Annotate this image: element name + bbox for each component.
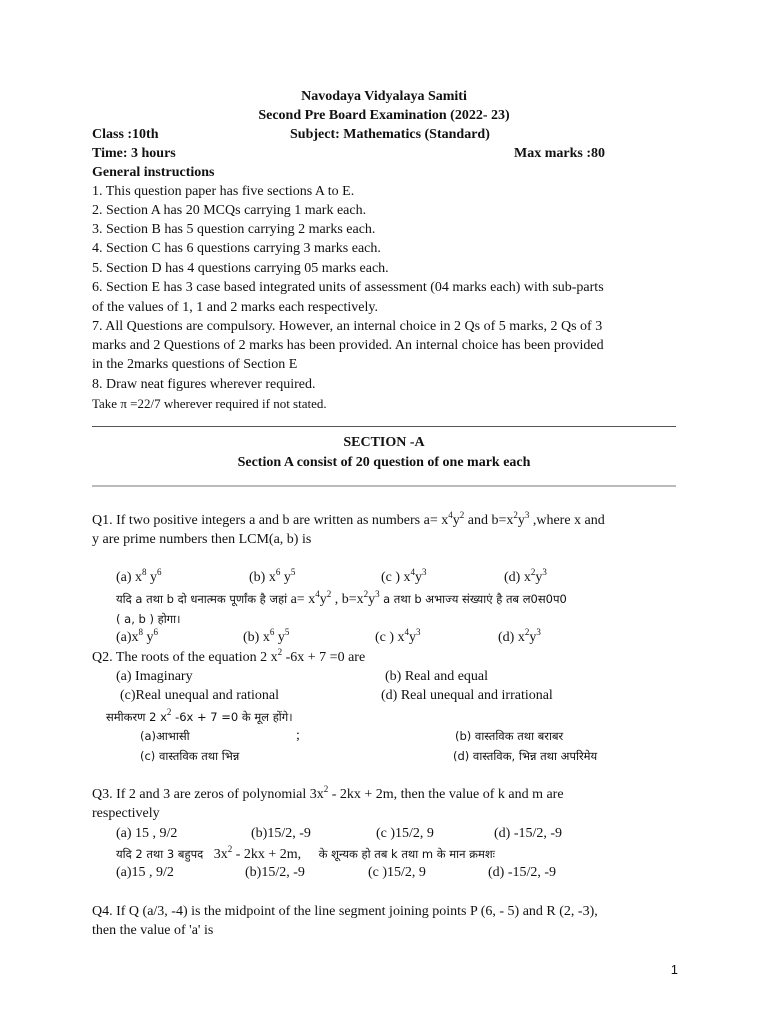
q4-text: then the value of 'a' is [92,923,214,938]
q3-hindi-option-b: (b)15/2, -9 [245,865,305,880]
subject-label: Subject: Mathematics (Standard) [290,127,490,142]
class-label: Class :10th [92,127,159,142]
instruction-line: 8. Draw neat figures wherever required. [92,377,316,392]
max-marks-label: Max marks :80 [514,146,605,161]
exam-title: Second Pre Board Examination (2022- 23) [258,108,510,123]
q2-hindi-separator: ; [296,728,300,743]
q1-hindi-option-a: $(a)x^8$ $y^6$ [116,627,159,645]
q2-option-b: (b) Real and equal [385,669,489,684]
q3-text: Q3. If 2 and 3 are zeros of polynomial $3x^2 - 2kx + 2m$, then the value of k and m are [92,784,564,802]
q3-text: respectively [92,806,160,821]
instruction-line: of the values of 1, 1 and 2 marks each respectively. [92,300,378,315]
q1-hindi-option-b: (b) $x^6$ $y^5$ [243,627,290,645]
divider [92,485,676,487]
q3-option-a: (a) 15 , 9/2 [116,826,178,841]
page-number: 1 [670,962,678,977]
q1-hindi: यदि a तथा b दो धनात्मक पूर्णांक है जहां $a= x^4y^2$ , $b=x^2y^3$ a तथा b अभाज्य संख्याएं है तब ल0स0प0 [116,589,567,607]
org-name: Navodaya Vidyalaya Samiti [301,89,467,104]
instructions-title: General instructions [92,165,215,180]
q1-text: Q1. If two positive integers a and b are written as numbers $a= x^4y^2$ and $b=x^2y^3$ ,where x and [92,510,605,528]
q2-hindi-option-d: (d) वास्तविक, भिन्न तथा अपरिमेय [453,749,598,763]
section-title: SECTION -A [343,435,425,450]
q2-hindi: समीकरण 2 $x^2$ -6x + 7 =0 के मूल होंगे। [106,707,293,724]
q3-option-c: (c )15/2, 9 [376,826,434,841]
q1-option-d: (d) $x^2y^3$ [504,567,547,585]
q2-text: Q2. The roots of the equation 2 $x^2$ -6x + 7 =0 are [92,647,366,665]
instruction-line: 6. Section E has 3 case based integrated units of assessment (04 marks each) with sub-parts [92,280,604,295]
q2-option-c: (c)Real unequal and rational [120,688,279,703]
instruction-line: 1. This question paper has five sections A to E. [92,184,355,199]
q1-option-b: (b) $x^6$ $y^5$ [249,567,296,585]
q1-hindi: ( a, b ) होगा। [116,612,181,626]
q1-option-c: (c ) $x^4y^3$ [381,567,427,585]
q2-option-d: (d) Real unequal and irrational [381,688,553,703]
q3-hindi-option-a: (a)15 , 9/2 [116,865,174,880]
q1-hindi-option-d: (d) $x^2y^3$ [498,627,541,645]
q1-text: y are prime numbers then LCM(a, b) is [92,532,312,547]
q3-hindi: यदि 2 तथा 3 बहुपद $3x^2 - 2kx + 2m$, के शून्यक हो तब k तथा m के मान क्रमशः [116,844,495,862]
q2-hindi-option-c: (c) वास्तविक तथा भिन्न [140,749,240,763]
q2-hindi-option-b: (b) वास्तविक तथा बराबर [455,729,564,743]
instruction-line: in the 2marks questions of Section E [92,357,298,372]
section-subtitle: Section A consist of 20 question of one mark each [237,455,531,470]
q3-hindi-option-d: (d) -15/2, -9 [488,865,557,880]
q3-option-d: (d) -15/2, -9 [494,826,563,841]
q1-option-a: (a) $x^8$ $y^6$ [116,567,162,585]
q3-hindi-option-c: (c )15/2, 9 [368,865,426,880]
instruction-line: 5. Section D has 4 questions carrying 05 marks each. [92,261,389,276]
q3-option-b: (b)15/2, -9 [251,826,311,841]
q4-text: Q4. If Q (a/3, -4) is the midpoint of the line segment joining points P (6, - 5) and R (2, -3), [92,904,598,919]
divider [92,426,676,427]
q2-option-a: (a) Imaginary [116,669,193,684]
instruction-line: Take π =22/7 wherever required if not stated. [92,396,327,411]
instruction-line: 7. All Questions are compulsory. However, an internal choice in 2 Qs of 5 marks, 2 Qs of 3 [92,319,603,334]
q2-hindi-option-a: (a)आभासी [140,729,190,743]
q1-hindi-option-c: (c ) $x^4y^3$ [375,627,421,645]
instruction-line: 4. Section C has 6 questions carrying 3 marks each. [92,241,381,256]
instruction-line: marks and 2 Questions of 2 marks has been provided. An internal choice has been provided [92,338,604,353]
instruction-line: 2. Section A has 20 MCQs carrying 1 mark each. [92,203,367,218]
time-label: Time: 3 hours [92,146,176,161]
instruction-line: 3. Section B has 5 question carrying 2 marks each. [92,222,376,237]
